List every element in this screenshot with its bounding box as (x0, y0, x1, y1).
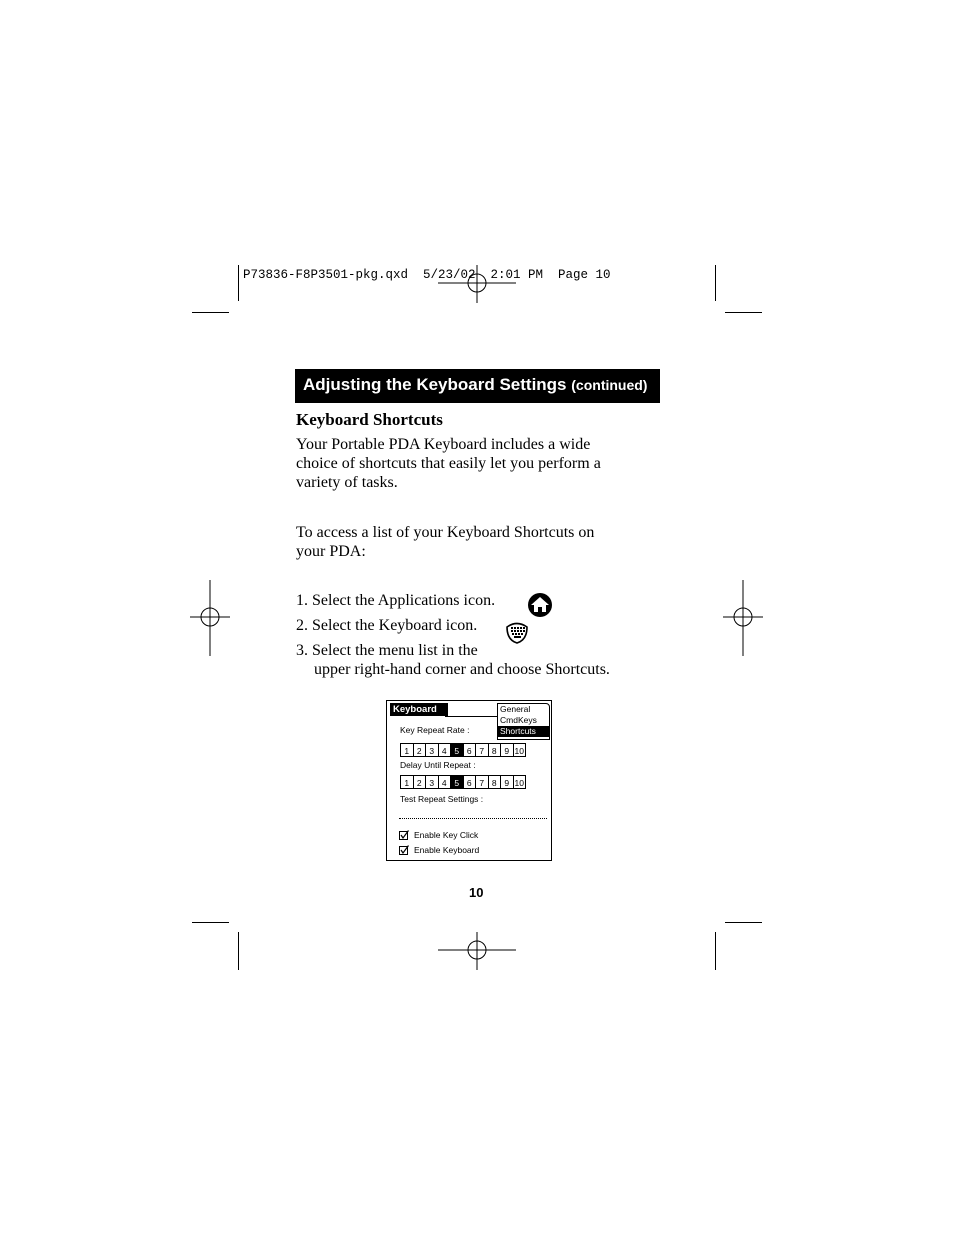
registration-mark-right (723, 580, 763, 656)
enable-key-click-checkbox[interactable] (399, 830, 478, 840)
print-slug: P73836-F8P3501-pkg.qxd 5/23/02 2:01 PM Page 10 (243, 268, 611, 282)
scale-option[interactable]: 7 (475, 743, 489, 757)
scale-option[interactable]: 7 (475, 775, 489, 789)
paragraph-line: Your Portable PDA Keyboard includes a wide (296, 436, 591, 453)
delay-label: Delay Until Repeat : (400, 760, 476, 770)
home-icon (526, 592, 554, 618)
scale-option[interactable]: 3 (425, 775, 439, 789)
scale-option[interactable]: 1 (400, 775, 414, 789)
step-3: 3. Select the menu list in the (296, 642, 478, 659)
test-input-line[interactable] (399, 818, 547, 819)
checkbox-label: Enable Key Click (414, 830, 479, 840)
pda-title: Keyboard (390, 703, 448, 716)
scale-option[interactable]: 10 (513, 775, 527, 789)
scale-option[interactable]: 4 (438, 775, 452, 789)
menu-item-shortcuts[interactable]: Shortcuts (498, 726, 549, 737)
registration-mark-left (190, 580, 230, 656)
scale-option[interactable]: 10 (513, 743, 527, 757)
step-3-continued: upper right-hand corner and choose Shortcuts. (314, 661, 610, 678)
test-repeat-label: Test Repeat Settings : (400, 794, 484, 804)
menu-item-general[interactable]: General (500, 704, 531, 714)
paragraph-line: variety of tasks. (296, 474, 398, 491)
scale-option[interactable]: 4 (438, 743, 452, 757)
paragraph-line: your PDA: (296, 543, 366, 560)
scale-option[interactable]: 6 (463, 775, 477, 789)
banner-title: Adjusting the Keyboard Settings (303, 375, 567, 394)
scale-option[interactable]: 6 (463, 743, 477, 757)
keyboard-icon (503, 618, 531, 646)
key-repeat-label: Key Repeat Rate : (400, 725, 470, 735)
registration-mark-top (438, 263, 516, 303)
checkbox-checked-icon (399, 845, 409, 855)
scale-option[interactable]: 9 (500, 775, 514, 789)
step-1: 1. Select the Applications icon. (296, 592, 496, 609)
section-heading: Keyboard Shortcuts (296, 410, 443, 429)
page-number: 10 (469, 885, 484, 900)
intro-paragraph (296, 435, 601, 492)
checkbox-checked-icon (399, 830, 409, 840)
scale-option[interactable]: 8 (488, 775, 502, 789)
scale-option[interactable]: 9 (500, 743, 514, 757)
access-paragraph (296, 523, 594, 561)
scale-option[interactable]: 8 (488, 743, 502, 757)
step-2: 2. Select the Keyboard icon. (296, 617, 478, 634)
scale-option[interactable]: 3 (425, 743, 439, 757)
paragraph-line: choice of shortcuts that easily let you perform a (296, 455, 601, 472)
pda-title-rule (445, 716, 497, 717)
scale-option[interactable]: 1 (400, 743, 414, 757)
section-banner (295, 369, 660, 403)
checkbox-label: Enable Keyboard (414, 845, 480, 855)
enable-keyboard-checkbox[interactable] (399, 845, 479, 855)
banner-continued: (continued) (571, 377, 648, 393)
scale-option-selected[interactable]: 5 (450, 743, 464, 757)
menu-item-cmdkeys[interactable]: CmdKeys (500, 715, 537, 725)
pda-keyboard-screen (386, 700, 552, 861)
delay-scale (401, 775, 526, 789)
paragraph-line: To access a list of your Keyboard Shortcuts on (296, 524, 595, 541)
pda-menu-list[interactable] (497, 703, 550, 740)
scale-option-selected[interactable]: 5 (450, 775, 464, 789)
key-repeat-scale (401, 743, 526, 757)
scale-option[interactable]: 2 (413, 743, 427, 757)
scale-option[interactable]: 2 (413, 775, 427, 789)
registration-mark-bottom (438, 932, 516, 972)
